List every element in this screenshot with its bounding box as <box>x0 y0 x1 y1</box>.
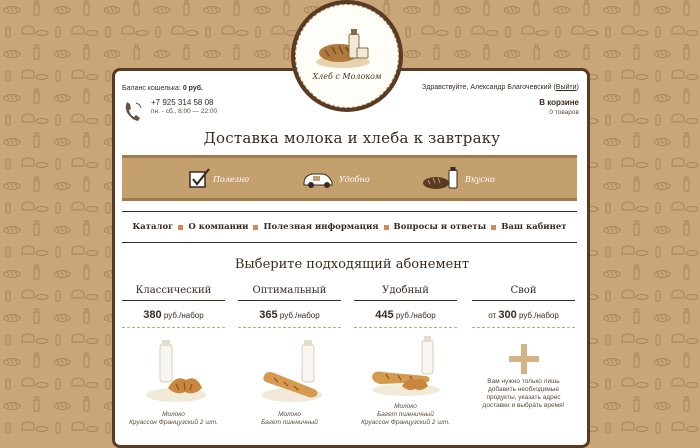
plan-price-value: 445 <box>375 309 394 321</box>
plan-price <box>472 309 575 328</box>
nav-faq[interactable]: Вопросы и ответы <box>393 222 487 232</box>
cart-count: 0 товаров <box>549 109 579 116</box>
plan-price-unit: руб./набор <box>163 311 204 320</box>
desc-line: добавить необходимые <box>487 386 559 393</box>
nav-separator <box>253 225 258 230</box>
custom-plan-description <box>472 378 575 410</box>
product-description <box>238 411 341 427</box>
plan-price-value: 380 <box>143 309 162 321</box>
feature-convenient <box>302 164 370 194</box>
nav-separator <box>384 225 389 230</box>
plan-classic[interactable] <box>122 285 225 328</box>
plan-price <box>354 309 457 328</box>
plan-convenient[interactable] <box>354 285 457 328</box>
plans-heading: Выберите подходящий абонемент <box>234 257 470 272</box>
milk-croissant-icon <box>134 340 214 408</box>
product-description <box>354 403 457 427</box>
plan-name: Свой <box>472 285 575 301</box>
delivery-car-icon <box>302 168 336 190</box>
nav-separator <box>491 225 496 230</box>
wallet-balance <box>122 85 203 92</box>
feature-tasty <box>422 164 495 194</box>
nav-separator <box>178 225 183 230</box>
desc-line: Вам нужно только лишь <box>487 378 560 385</box>
product-custom[interactable] <box>472 342 575 410</box>
desc-line: Багет пшеничный <box>377 411 434 418</box>
product-convenient[interactable] <box>354 336 457 427</box>
desc-line: доставки и выбрать время! <box>482 402 565 409</box>
main-nav <box>122 211 577 243</box>
milk-baguette-icon <box>250 340 330 408</box>
user-greeting: Здравствуйте, Александр Благочевский (Выйти) <box>422 84 579 91</box>
feature-convenient-label: Удобно <box>339 174 370 184</box>
cart-label[interactable]: В корзине <box>539 98 579 107</box>
nav-account[interactable]: Ваш кабинет <box>501 222 567 232</box>
phone-icon <box>124 100 142 122</box>
desc-line: Молоко <box>162 411 185 418</box>
plan-price-value: 300 <box>498 309 517 321</box>
desc-line: Молоко <box>394 403 417 410</box>
logo-text: Хлеб с Молоком <box>312 72 382 81</box>
greeting-text: Здравствуйте, Александр Благочевский <box>422 84 552 91</box>
plan-custom[interactable] <box>472 285 575 328</box>
plus-icon[interactable] <box>504 342 544 376</box>
desc-line: Молоко <box>278 411 301 418</box>
plan-name: Оптимальный <box>238 285 341 301</box>
page-headline: Доставка молока и хлеба к завтраку <box>203 129 501 147</box>
product-optimal[interactable] <box>238 340 341 427</box>
nav-catalog[interactable]: Каталог <box>132 222 174 232</box>
desc-line: продукты, указать адрес <box>486 394 561 401</box>
plan-price-unit: руб./набор <box>279 311 320 320</box>
product-classic[interactable] <box>122 340 225 427</box>
desc-line: Багет пшеничный <box>261 419 318 426</box>
nav-useful-info[interactable]: Полезная информация <box>263 222 379 232</box>
plan-optimal[interactable] <box>238 285 341 328</box>
checkbox-icon <box>188 167 210 191</box>
nav-about[interactable]: О компании <box>188 222 249 232</box>
features-banner <box>122 155 577 201</box>
plan-price-unit: руб./набор <box>518 311 559 320</box>
plan-price <box>238 309 341 328</box>
working-hours: пн. - сб., 8:00 — 22:00 <box>151 108 218 115</box>
logout-link[interactable]: Выйти <box>555 84 577 91</box>
product-description <box>122 411 225 427</box>
balance-label: Баланс кошелька: <box>122 85 181 92</box>
bread-milk-icon <box>422 166 462 192</box>
plan-name: Классический <box>122 285 225 301</box>
plan-price-prefix: от <box>488 311 497 320</box>
site-logo[interactable] <box>291 0 403 112</box>
desc-line: Круассон Французский 2 шт. <box>129 419 218 426</box>
feature-useful-label: Полезно <box>213 174 250 184</box>
feature-useful <box>188 164 249 194</box>
feature-tasty-label: Вкусно <box>465 174 495 184</box>
desc-line: Круассон Французский 2 шт. <box>361 419 450 426</box>
plan-price-value: 365 <box>259 309 278 321</box>
bread-milk-logo-icon <box>291 0 403 112</box>
balance-value: 0 руб. <box>182 85 204 92</box>
phone-number[interactable]: +7 925 314 58 08 <box>151 98 214 107</box>
plan-name: Удобный <box>354 285 457 301</box>
milk-baguette-croissant-icon <box>364 336 448 400</box>
plan-price <box>122 309 225 328</box>
plan-price-unit: руб./набор <box>395 311 436 320</box>
